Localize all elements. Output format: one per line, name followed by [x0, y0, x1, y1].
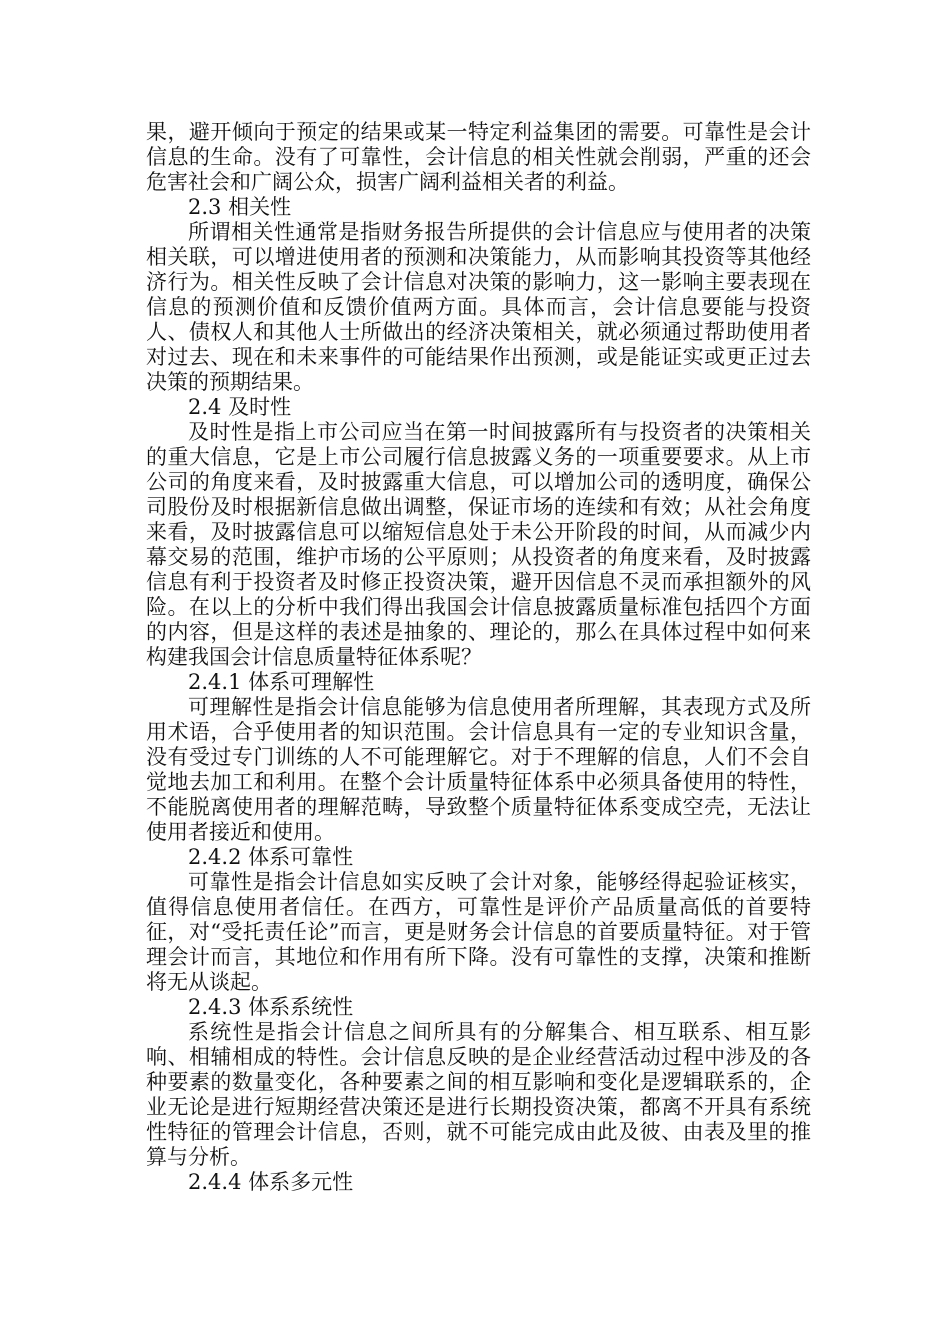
heading-2-4-timeliness: 2.4 及时性: [188, 395, 292, 419]
paragraph-timeliness: 及时性是指上市公司应当在第一时间披露所有与投资者的决策相关的重大信息，它是上市公司履行信息披露义务的一项重要要求。从上市公司的角度来看，及时披露重大信息，可以增加公司的透明度，确保公司股份及时根据新信息做出调整，保证市场的连续和有效；从社会角度来看，及时披露信息可以缩短信息处于未公开阶段的时间，从而减少内幕交易的范围，维护市场的公平原则；从投资者的角度来看，及时披露信息有利于投资者及时修正投资决策，避开因信息不灵而承担额外的风险。在以上的分析中我们得出我国会计信息披露质量标准包括四个方面的内容，但是这样的表述是抽象的、理论的，那么在具体过程中如何来构建我国会计信息质量特征体系呢？: [146, 420, 811, 669]
heading-2-4-3-systematicness: 2.4.3 体系系统性: [188, 995, 354, 1019]
heading-2-3-relevance: 2.3 相关性: [188, 195, 292, 219]
paragraph-understandability: 可理解性是指会计信息能够为信息使用者所理解，其表现方式及所用术语，合乎使用者的知识范围。会计信息具有一定的专业知识含量，没有受过专门训练的人不可能理解它。对于不理解的信息，人们不会自觉地去加工和利用。在整个会计质量特征体系中必须具备使用的特性，不能脱离使用者的理解范畴，导致整个质量特征体系变成空壳，无法让使用者接近和使用。: [146, 695, 811, 844]
paragraph-reliability: 可靠性是指会计信息如实反映了会计对象，能够经得起验证核实，值得信息使用者信任。在西方，可靠性是评价产品质量高低的首要特征，对“受托责任论”而言，更是财务会计信息的首要质量特征。对于管理会计而言，其地位和作用有所下降。没有可靠性的支撑，决策和推断将无从谈起。: [146, 870, 811, 994]
heading-2-4-2-reliability: 2.4.2 体系可靠性: [188, 845, 354, 869]
heading-2-4-4-diversity: 2.4.4 体系多元性: [188, 1170, 354, 1194]
document-page: [146, 120, 811, 1195]
heading-2-4-1-understandability: 2.4.1 体系可理解性: [188, 670, 375, 694]
paragraph-reliability-continuation: 果，避开倾向于预定的结果或某一特定利益集团的需要。可靠性是会计信息的生命。没有了可靠性，会计信息的相关性就会削弱，严重的还会危害社会和广阔公众，损害广阔利益相关者的利益。: [146, 120, 811, 194]
paragraph-systematicness: 系统性是指会计信息之间所具有的分解集合、相互联系、相互影响、相辅相成的特性。会计信息反映的是企业经营活动过程中涉及的各种要素的数量变化，各种要素之间的相互影响和变化是逻辑联系的，企业无论是进行短期经营决策还是进行长期投资决策，都离不开具有系统性特征的管理会计信息，否则，就不可能完成由此及彼、由表及里的推算与分析。: [146, 1020, 811, 1169]
paragraph-relevance: 所谓相关性通常是指财务报告所提供的会计信息应与使用者的决策相关联，可以增进使用者的预测和决策能力，从而影响其投资等其他经济行为。相关性反映了会计信息对决策的影响力，这一影响主要表现在信息的预测价值和反馈价值两方面。具体而言，会计信息要能与投资人、债权人和其他人士所做出的经济决策相关，就必须通过帮助使用者对过去、现在和未来事件的可能结果作出预测，或是能证实或更正过去决策的预期结果。: [146, 220, 811, 394]
